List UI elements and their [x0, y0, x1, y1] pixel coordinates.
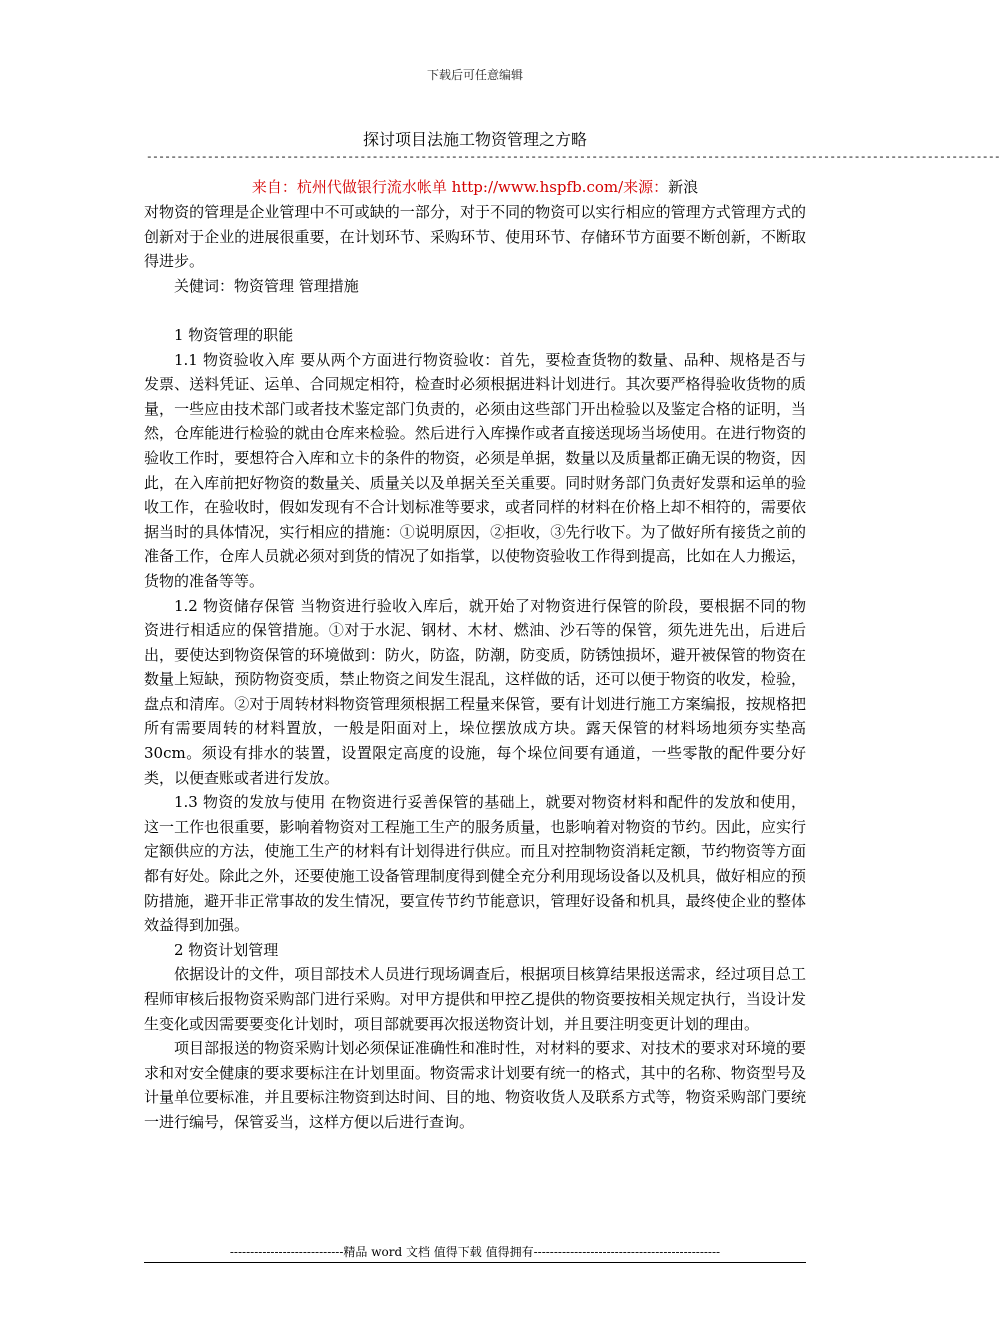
footer-rule [144, 1262, 806, 1263]
paragraph-2-a: 依据设计的文件，项目部技术人员进行现场调查后，根据项目核算结果报送需求，经过项目总工程师审核后报物资采购部门进行采购。对甲方提供和甲控乙提供的物资要按相关规定执行，当设计发生变化或因需要要变化计划时，项目部就要再次报送物资计划，并且要注明变更计划的理由。 [144, 965, 806, 1033]
source-name: 新浪 [668, 178, 699, 196]
footer-note: ----------------------------精品 word 文档 值得下载 值得拥有---------------------------------------------- [229, 1245, 721, 1259]
header-note: 下载后可任意编辑 [426, 68, 523, 82]
document-title: 探讨项目法施工物资管理之方略 [362, 130, 587, 149]
document-body [144, 200, 806, 1135]
source-line [0, 176, 950, 197]
paragraph-1-1: 1.1 物资验收入库 要从两个方面进行物资验收：首先，要检查货物的数量、品种、规格是否与发票、送料凭证、运单、合同规定相符，检查时必须根据进料计划进行。其次要严格得验收货物的质量，一些应由技术部门或者技术鉴定部门负责的，必须由这些部门开出检验以及鉴定合格的证明，当然，仓库能进行检验的就由仓库来检验。然后进行入库操作或者直接送现场当场使用。在进行物资的验收工作时，要想符合入库和立卡的条件的物资，必须是单据，数量以及质量都正确无误的物资，因此，在入库前把好物资的数量关、质量关以及单据关至关重要。同时财务部门负责好发票和运单的验收工作，在验收时，假如发现有不合计划标准等要求，或者同样的材料在价格上却不相符的，需要依据当时的具体情况，实行相应的措施：①说明原因，②拒收，③先行收下。为了做好所有接货之前的准备工作，仓库人员就必须对到货的情况了如指掌，以使物资验收工作得到提高，比如在人力搬运，货物的准备等等。 [144, 350, 806, 590]
paragraph-1-3: 1.3 物资的发放与使用 在物资进行妥善保管的基础上，就要对物资材料和配件的发放和使用，这一工作也很重要，影响着物资对工程施工生产的服务质量，也影响着对物资的节约。因此，应实行定额供应的方法，使施工生产的材料有计划得进行供应。而且对控制物资消耗定额，节约物资等方面都有好处。除此之外，还要使施工设备管理制度得到健全充分利用现场设备以及机具，做好相应的预防措施，避开非正常事故的发生情况，要宣传节约节能意识，管理好设备和机具，最终使企业的整体效益得到加强。 [144, 793, 806, 935]
blank-line [144, 298, 806, 323]
paragraph-1-2: 1.2 物资储存保管 当物资进行验收入库后，就开始了对物资进行保管的阶段，要根据不同的物资进行相适应的保管措施。①对于水泥、钢材、木材、燃油、沙石等的保管，须先进先出，后进后出，要使达到物资保管的环境做到：防火，防盗，防潮，防变质，防锈蚀损坏，避开被保管的物资在数量上短缺，预防物资变质，禁止物资之间发生混乱，这样做的话，还可以便于物资的收发，检验，盘点和清库。②对于周转材料物资管理须根据工程量来保管，要有计划进行施工方案编报，按规格把所有需要周转的材料置放，一般是阳面对上，垛位摆放成方块。露天保管的材料场地须夯实垫高 30cm。须设有排水的装置，设置限定高度的设施，每个垛位间要有通道，一些零散的配件要分好类，以便查账或者进行发放。 [144, 596, 806, 787]
section-heading-1: 1 物资管理的职能 [174, 325, 294, 344]
keywords: 关健词：物资管理 管理措施 [174, 276, 359, 295]
section-heading-2: 2 物资计划管理 [174, 940, 279, 959]
abstract-paragraph: 对物资的管理是企业管理中不可或缺的一部分，对于不同的物资可以实行相应的管理方式管理方式的创新对于企业的进展很重要，在计划环节、采购环节、使用环节、存储环节方面要不断创新，不断取得进步。 [144, 203, 806, 271]
source-link-text[interactable]: 来自：杭州代做银行流水帐单 http://www.hspfb.com/来源： [251, 178, 669, 196]
paragraph-2-b: 项目部报送的物资采购计划必须保证准确性和准时性，对材料的要求、对技术的要求对环境的要求和对安全健康的要求要标注在计划里面。物资需求计划要有统一的格式，其中的名称、物资型号及计量单位要标准，并且要标注物资到达时间、目的地、物资收货人及联系方式等，物资采购部门要统一进行编号，保管妥当，这样方便以后进行查询。 [144, 1039, 806, 1131]
title-separator: -------------------------------------------------------------------------------------------------------------------------------------------- [146, 152, 1000, 164]
